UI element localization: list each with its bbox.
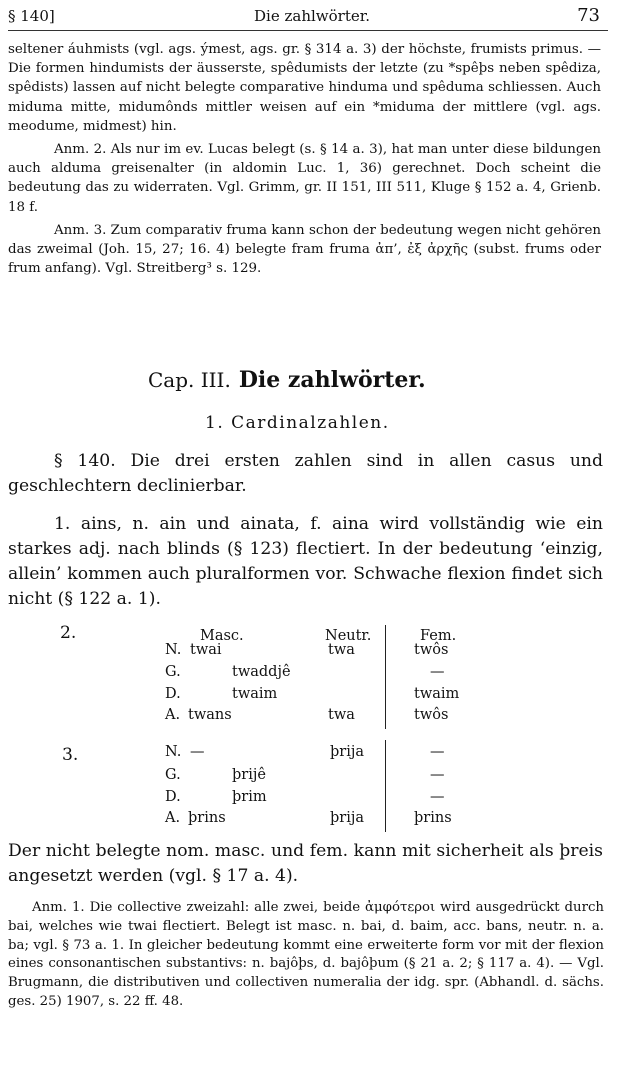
case-label: G. <box>165 767 181 783</box>
chapter-label: Cap. III. <box>148 368 231 392</box>
form-masc: twai <box>190 642 222 658</box>
form-masc: twaddjê <box>232 664 291 680</box>
form-fem: þrins <box>414 810 452 826</box>
col-header-masc: Masc. <box>200 628 244 644</box>
case-label: N. <box>165 642 182 658</box>
table-divider-3 <box>385 740 386 832</box>
annotation-3: Anm. 3. Zum comparativ fruma kann schon der bedeutung wegen nicht gehören das zweimal (Joh. 15, 27; 16. 4) belegte fram fruma ἀπ’, ἐξ ἀρχῆς (subst. frums oder frum anfang). Vgl. Streitberg³ s. 129. <box>8 222 601 277</box>
case-label: A. <box>165 810 181 826</box>
chapter-heading <box>148 367 426 393</box>
form-masc: twaim <box>232 686 278 702</box>
header-rule <box>8 30 608 31</box>
form-masc: þrins <box>188 810 226 826</box>
number-3-label: 3. <box>62 745 79 765</box>
case-label: N. <box>165 744 182 760</box>
col-header-fem: Fem. <box>420 628 457 644</box>
chapter-title: Die zahlwörter. <box>238 367 426 393</box>
form-fem: — <box>430 744 445 760</box>
form-fem: twôs <box>414 707 449 723</box>
form-neutr: þrija <box>330 810 364 826</box>
page-header <box>8 5 600 27</box>
form-fem: — <box>430 767 445 783</box>
case-label: D. <box>165 686 181 702</box>
section-140-text <box>8 449 603 612</box>
top-text-block <box>8 40 601 278</box>
form-masc: þrim <box>232 789 267 805</box>
section-140-intro: § 140. Die drei ersten zahlen sind in allen casus und geschlechtern declinierbar. <box>8 451 603 496</box>
annotation-2: Anm. 2. Als nur im ev. Lucas belegt (s. § 14 a. 3), hat man unter diese bildungen auch alduma greisenalter (in aldomin Luc. 1, 36) gerechnet. Doch scheint die bedeutung das zu widerraten. Vgl. Grimm, gr. II 151, III 511, Kluge § 152 a. 4, Grienb. 18 f. <box>8 142 601 215</box>
form-neutr: þrija <box>330 744 364 760</box>
paragraph-superlatives: seltener áuhmists (vgl. ags. ýmest, ags. gr. § 314 a. 3) der höchste, frumists primus. — Die formen hindumists der äusserste, spêdumists der letzte (zu *spêþs neben spêdiza, spêdists) lassen auf nicht belegte comparative hinduma und spêduma schliessen. Auch miduma mitte, midumônds mittler weisen auf ein *miduma der mittlere (vgl. ags. meodume, midmest) hin. <box>8 42 601 134</box>
form-neutr: twa <box>328 707 355 723</box>
form-fem: — <box>430 789 445 805</box>
section-heading: 1. Cardinalzahlen. <box>205 413 390 433</box>
form-fem: twaim <box>414 686 460 702</box>
col-header-neutr: Neutr. <box>325 628 372 644</box>
page-number: 73 <box>577 5 600 26</box>
header-running-title: Die zahlwörter. <box>254 7 371 25</box>
table-divider-2 <box>385 625 386 729</box>
paragraph-ains: 1. ains, n. ain und ainata, f. aina wird vollständig wie ein starkes adj. nach blinds (§ 123) flectiert. In der bedeutung ‘einzig, allein’ kommen auch pluralformen vor. Schwache flexion findet sich nicht (§ 122 a. 1). <box>8 514 603 609</box>
annotation-1: Anm. 1. Die collective zweizahl: alle zwei, beide ἀμφότεροι wird ausgedrückt durch bai, welches wie twai flectiert. Belegt ist masc. n. bai, d. baim, acc. bans, neutr. n. a. ba; vgl. § 73 a. 1. In gleicher bedeutung kommt eine erweiterte form vor mit der flexion eines consonantischen substantivs: n. bajôþs, d. bajôþum (§ 21 a. 2; § 117 a. 4). — Vgl. Brugmann, die distributiven und collectiven numeralia der idg. spr. (Abhandl. d. sächs. ges. 25) 1907, s. 22 ff. 48. <box>8 900 604 1009</box>
case-label: G. <box>165 664 181 680</box>
form-neutr: twa <box>328 642 355 658</box>
case-label: D. <box>165 789 181 805</box>
form-fem: — <box>430 664 445 680</box>
form-masc: twans <box>188 707 232 723</box>
annotations-bottom <box>8 899 604 1012</box>
form-masc: — <box>190 744 205 760</box>
header-section-ref: § 140] <box>8 7 55 25</box>
case-label: A. <box>165 707 181 723</box>
number-2-label: 2. <box>60 623 77 643</box>
after-table-text: Der nicht belegte nom. masc. und fem. kann mit sicherheit als þreis angesetzt werden (vgl. § 17 a. 4). <box>8 841 603 886</box>
form-fem: twôs <box>414 642 449 658</box>
form-masc: þrijê <box>232 767 266 783</box>
